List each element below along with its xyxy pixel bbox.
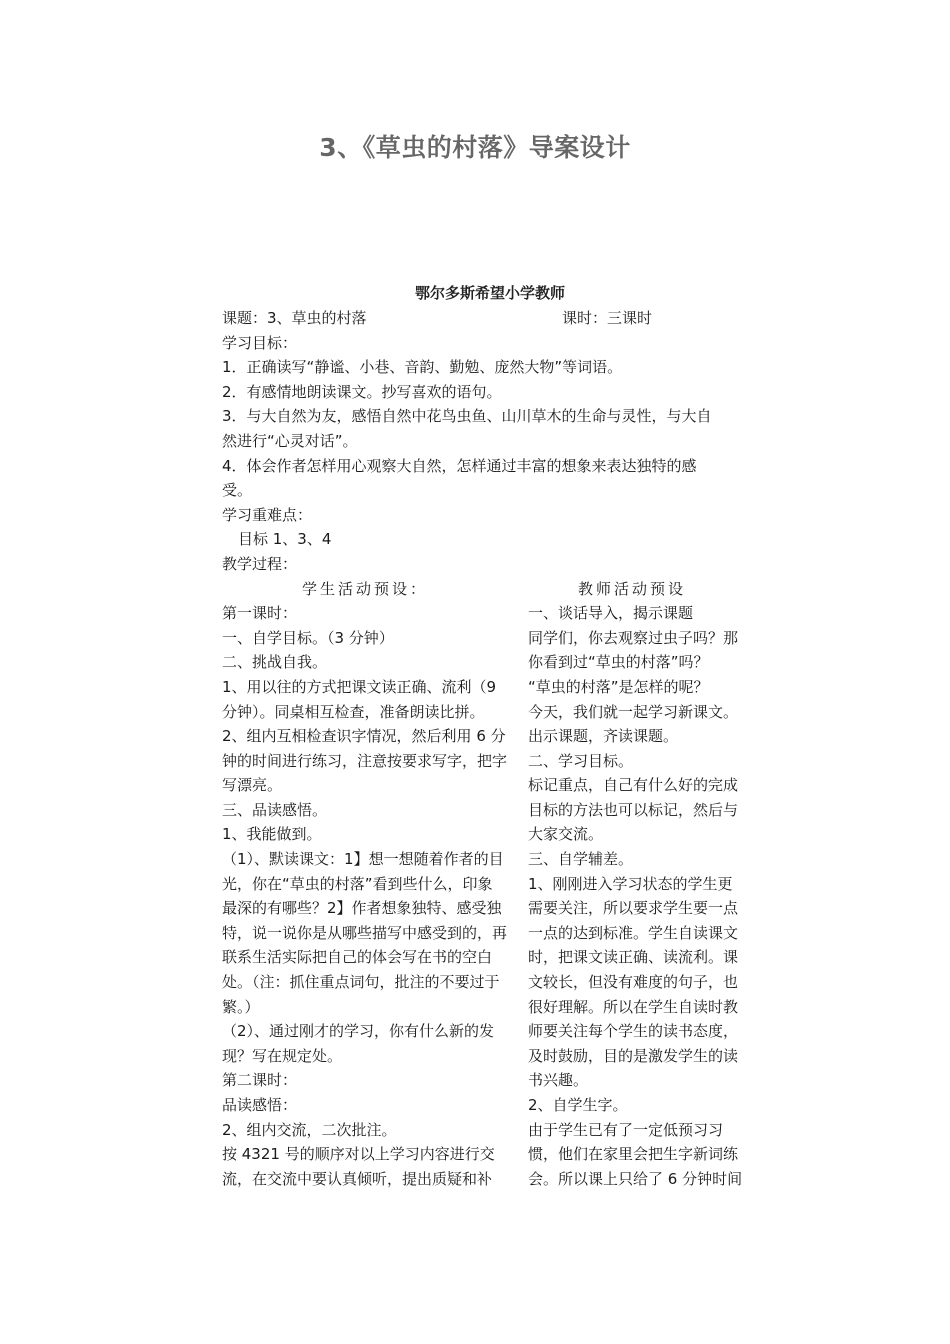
teacher-line: 二、学习目标。 (528, 751, 634, 770)
student-line: 第二课时： (222, 1071, 298, 1090)
student-line: （2）、通过刚才的学习，你有什么新的发 (222, 1022, 495, 1041)
goals-heading: 学习目标： (222, 333, 298, 352)
teacher-column-header: 教师活动预设 (578, 579, 687, 598)
teacher-line: 及时鼓励，目的是激发学生的读 (528, 1046, 739, 1065)
student-column-header: 学生活动预设： (302, 579, 429, 598)
student-line: 钟的时间进行练习，注意按要求写字，把字 (222, 751, 508, 770)
teacher-line: 今天，我们就一起学习新课文。 (528, 702, 739, 721)
student-line: 1、用以往的方式把课文读正确、流利（9 (222, 677, 497, 696)
teacher-line: 标记重点，自己有什么好的完成 (528, 776, 739, 795)
student-line: 联系生活实际把自己的体会写在书的空白 (222, 948, 493, 967)
teacher-line: 书兴趣。 (528, 1071, 589, 1090)
goal-line: 4．体会作者怎样用心观察大自然，怎样通过丰富的想象来表达独特的感 (222, 456, 697, 475)
lesson-label: 课题：3、草虫的村落 (222, 309, 367, 327)
teacher-line: 很好理解。所以在学生自读时教 (528, 997, 739, 1016)
student-line: 一、自学目标。（3 分钟） (222, 628, 394, 647)
student-line: （1）、默读课文：1】想一想随着作者的目 (222, 850, 504, 869)
student-line: 品读感悟： (222, 1096, 298, 1114)
student-line: 现？写在规定处。 (222, 1046, 343, 1065)
author-line: 鄂尔多斯希望小学教师 (414, 284, 565, 302)
student-line: 三、品读感悟。 (222, 800, 328, 819)
key-points-text: 目标 1、3、4 (238, 530, 332, 549)
student-line: 处。（注：抓住重点词句，批注的不要过于 (222, 973, 500, 992)
teacher-line: 出示课题，齐读课题。 (528, 727, 679, 746)
key-points-heading: 学习重难点： (222, 505, 313, 524)
student-line: 繁。） (222, 997, 260, 1016)
teacher-line: 由于学生已有了一定低预习习 (528, 1120, 724, 1139)
column-headers (222, 577, 762, 602)
student-line: 分钟）。同桌相互检查，准备朗读比拼。 (222, 702, 485, 721)
period-label: 课时：三课时 (562, 309, 653, 327)
teacher-line: 师要关注每个学生的读书态度， (528, 1022, 739, 1041)
student-line: 流，在交流中要认真倾听，提出质疑和补 (222, 1169, 493, 1188)
teacher-line: 时，把课文读正确、读流利。课 (528, 948, 739, 967)
teacher-line: 一、谈话导入，揭示课题 (528, 604, 694, 623)
student-line: 2、组内互相检查识字情况，然后利用 6 分 (222, 727, 506, 746)
teacher-line: 目标的方法也可以标记，然后与 (528, 800, 739, 819)
document-title: 3、《草虫的村落》导案设计 (319, 133, 631, 162)
teacher-line: 大家交流。 (528, 825, 604, 844)
teacher-line: 你看到过“草虫的村落”吗？ (528, 653, 709, 672)
goal-line: 受。 (222, 481, 253, 500)
activity-columns (222, 601, 762, 1191)
teacher-line: “草虫的村落”是怎样的呢？ (528, 677, 709, 696)
lesson-info-row (222, 306, 762, 331)
student-line: 按 4321 号的顺序对以上学习内容进行交 (222, 1145, 495, 1164)
document-body (222, 306, 762, 1191)
teacher-line: 一点的达到标准。学生自读课文 (528, 923, 739, 942)
goal-line: 3．与大自然为友，感悟自然中花鸟虫鱼、山川草木的生命与灵性，与大自 (222, 407, 712, 426)
teacher-line: 需要关注，所以要求学生要一点 (528, 899, 739, 918)
student-line: 二、挑战自我。 (222, 653, 328, 672)
student-line: 写漂亮。 (222, 776, 283, 795)
student-line: 1、我能做到。 (222, 825, 322, 844)
student-line: 2、组内交流，二次批注。 (222, 1120, 397, 1139)
teacher-activities (528, 601, 762, 1191)
student-line: 特，说一说你是从哪些描写中感受到的，再 (222, 923, 508, 942)
teacher-line: 同学们，你去观察过虫子吗？那 (528, 628, 739, 647)
teacher-line: 1、刚刚进入学习状态的学生更 (528, 874, 733, 893)
student-activities (222, 601, 528, 1191)
teacher-line: 文较长，但没有难度的句子，也 (528, 973, 739, 992)
teacher-line: 2、自学生字。 (528, 1096, 628, 1114)
goal-line: 2．有感情地朗读课文。抄写喜欢的语句。 (222, 382, 502, 401)
student-line: 第一课时： (222, 604, 298, 623)
teacher-line: 惯，他们在家里会把生字新词练 (528, 1145, 739, 1164)
student-line: 最深的有哪些？2】作者想象独特、感受独 (222, 899, 502, 918)
process-heading: 教学过程： (222, 554, 298, 573)
student-line: 光，你在“草虫的村落”看到些什么，印象 (222, 874, 493, 893)
goal-line: 然进行“心灵对话”。 (222, 431, 358, 450)
goal-line: 1．正确读写“静谧、小巷、音韵、勤勉、庞然大物”等词语。 (222, 358, 623, 377)
teacher-line: 会。所以课上只给了 6 分钟时间 (528, 1169, 743, 1188)
teacher-line: 三、自学辅差。 (528, 850, 634, 869)
